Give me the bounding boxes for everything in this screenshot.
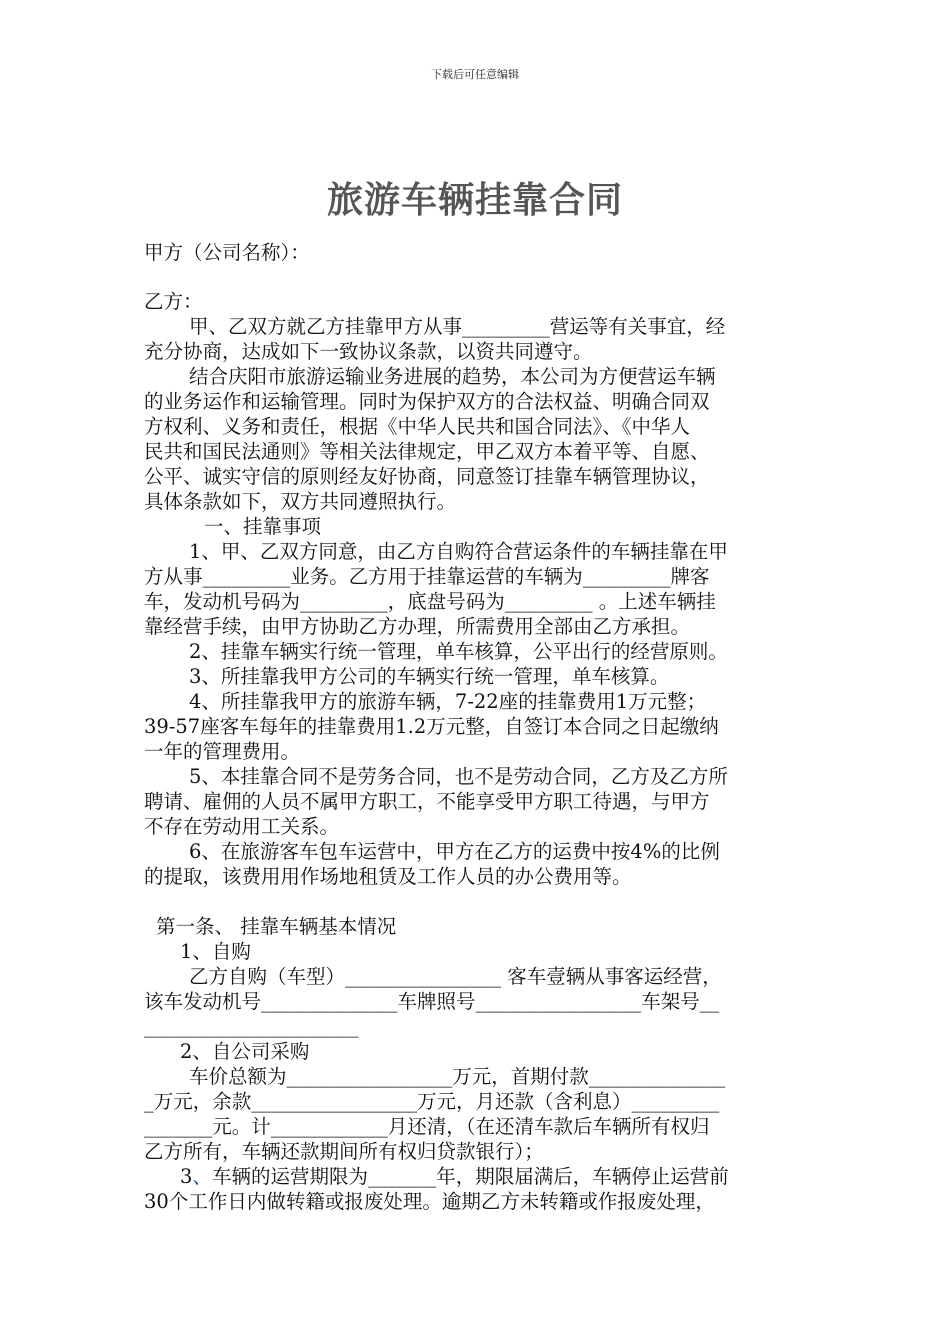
text-line: _______元。计____________月还清，（在还清车款后车辆所有权归 — [144, 1115, 710, 1138]
contract-body — [144, 240, 810, 1214]
text-line: 方权利、义务和责任，根据《中华人民共和国合同法》、《中华人 — [144, 415, 691, 438]
item-number: 3 — [180, 1165, 193, 1188]
text-line: 3、所挂靠我甲方公司的车辆实行统一管理，单车核算。 — [189, 665, 670, 688]
party-b-line: 乙方： — [144, 290, 203, 313]
text-line-item-3 — [144, 1164, 810, 1189]
text-line: 1、自购 — [180, 940, 251, 963]
text-line: 聘请、雇佣的人员不属甲方职工，不能享受甲方职工待遇，与甲方 — [144, 790, 710, 813]
text-line: 结合庆阳市旅游运输业务进展的趋势，本公司为方便营运车辆 — [189, 365, 716, 388]
text-line: 公平、诚实守信的原则经友好协商，同意签订挂靠车辆管理协议， — [144, 465, 710, 488]
text-line: 2、自公司采购 — [180, 1040, 310, 1063]
text-line: 39-57座客车每年的挂靠费用1.2万元整，自签订本合同之日起缴纳 — [144, 715, 719, 738]
text-line: 甲、乙双方就乙方挂靠甲方从事_________营运等有关事宜，经 — [189, 315, 726, 338]
text-line: 该车发动机号______________车牌照号_________________车架号__ — [144, 990, 720, 1013]
text-line: _万元，余款_________________万元，月还款（含利息）_________ — [144, 1090, 720, 1113]
text-line: 5、本挂靠合同不是劳务合同，也不是劳动合同，乙方及乙方所 — [189, 765, 728, 788]
text-line: 车，发动机号码为_________，底盘号码为_________ 。上述车辆挂 — [144, 590, 716, 613]
text-line: 靠经营手续，由甲方协助乙方办理，所需费用全部由乙方承担。 — [144, 615, 691, 638]
item-separator: 、 — [192, 1165, 212, 1188]
section-heading: 一、挂靠事项 — [204, 515, 322, 538]
text-line: 1、甲、乙双方同意，由乙方自购符合营运条件的车辆挂靠在甲 — [189, 540, 728, 563]
text-line: 4、所挂靠我甲方的旅游车辆，7-22座的挂靠费用1万元整； — [189, 690, 707, 713]
text-line: 民共和国民法通则》等相关法律规定，甲乙双方本着平等、自愿、 — [144, 440, 710, 463]
text-line: 充分协商，达成如下一致协议条款，以资共同遵守。 — [144, 340, 593, 363]
text-line: 的业务运作和运输管理。同时为保护双方的合法权益、明确合同双 — [144, 390, 710, 413]
text-line: 一年的管理费用。 — [144, 740, 301, 763]
text-line: 不存在劳动用工关系。 — [144, 815, 340, 838]
text-line: 2、挂靠车辆实行统一管理，单车核算，公平出行的经营原则。 — [189, 640, 728, 663]
text-line: 的提取，该费用用作场地租赁及工作人员的办公费用等。 — [144, 865, 632, 888]
item-text: 车辆的运营期限为_______年，期限届满后，车辆停止运营前 — [211, 1165, 729, 1188]
party-a-line: 甲方（公司名称）： — [144, 241, 310, 264]
text-line: 乙方自购（车型）________________ 客车壹辆从事客运经营， — [189, 965, 722, 988]
text-line: 6、在旅游客车包车运营中，甲方在乙方的运费中按4%的比例 — [189, 840, 720, 863]
text-line: 30个工作日内做转籍或报废处理。逾期乙方未转籍或作报废处理， — [144, 1190, 715, 1213]
text-line: 乙方所有，车辆还款期间所有权归贷款银行）； — [144, 1140, 544, 1163]
text-line: ______________________ — [144, 1015, 359, 1038]
article-heading: 第一条、 挂靠车辆基本情况 — [156, 915, 397, 938]
page-header-note: 下载后可任意编辑 — [431, 68, 519, 81]
text-line: 车价总额为_________________万元，首期付款______________ — [189, 1065, 726, 1088]
text-line: 方从事_________业务。乙方用于挂靠运营的车辆为_________牌客 — [144, 565, 710, 588]
text-line: 具体条款如下，双方共同遵照执行。 — [144, 490, 457, 513]
document-title: 旅游车辆挂靠合同 — [326, 180, 623, 221]
